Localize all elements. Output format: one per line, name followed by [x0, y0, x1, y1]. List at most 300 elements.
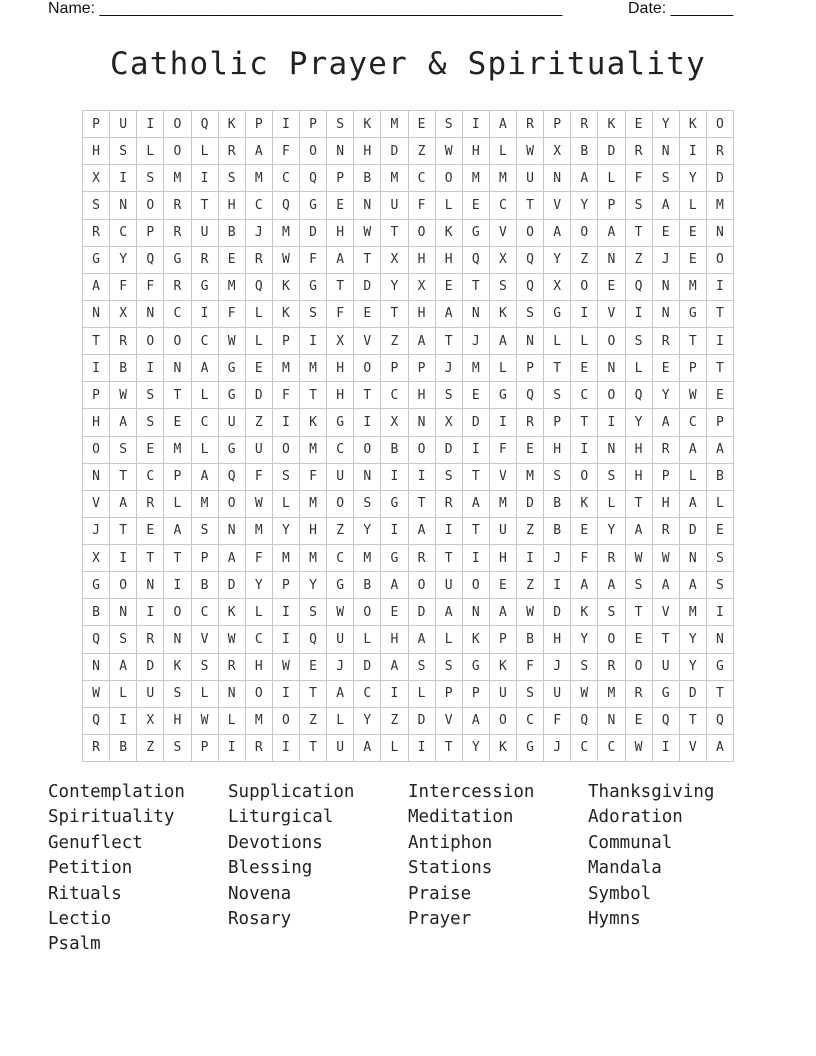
grid-cell[interactable]: T: [435, 328, 462, 355]
grid-cell[interactable]: S: [598, 463, 625, 490]
grid-cell[interactable]: E: [137, 436, 164, 463]
grid-cell[interactable]: Z: [245, 409, 272, 436]
grid-cell[interactable]: R: [164, 273, 191, 300]
grid-cell[interactable]: O: [137, 328, 164, 355]
grid-cell[interactable]: Y: [272, 517, 299, 544]
grid-cell[interactable]: K: [218, 111, 245, 138]
grid-cell[interactable]: M: [245, 517, 272, 544]
grid-cell[interactable]: A: [110, 653, 137, 680]
grid-cell[interactable]: E: [625, 111, 652, 138]
grid-cell[interactable]: E: [517, 436, 544, 463]
grid-cell[interactable]: I: [679, 138, 706, 165]
grid-cell[interactable]: R: [625, 138, 652, 165]
grid-cell[interactable]: W: [272, 246, 299, 273]
grid-cell[interactable]: A: [191, 463, 218, 490]
grid-cell[interactable]: L: [598, 165, 625, 192]
grid-cell[interactable]: V: [652, 599, 679, 626]
grid-cell[interactable]: A: [489, 328, 516, 355]
grid-cell[interactable]: D: [354, 653, 381, 680]
grid-cell[interactable]: R: [137, 490, 164, 517]
grid-cell[interactable]: I: [706, 599, 733, 626]
grid-cell[interactable]: Q: [300, 165, 327, 192]
grid-cell[interactable]: I: [191, 300, 218, 327]
grid-cell[interactable]: W: [517, 599, 544, 626]
grid-cell[interactable]: H: [327, 219, 354, 246]
grid-cell[interactable]: C: [327, 436, 354, 463]
grid-cell[interactable]: I: [598, 409, 625, 436]
grid-cell[interactable]: S: [272, 463, 299, 490]
grid-cell[interactable]: G: [164, 246, 191, 273]
grid-cell[interactable]: N: [706, 626, 733, 653]
grid-cell[interactable]: F: [300, 246, 327, 273]
grid-cell[interactable]: G: [218, 355, 245, 382]
grid-cell[interactable]: I: [408, 734, 435, 761]
grid-cell[interactable]: L: [598, 490, 625, 517]
grid-cell[interactable]: C: [245, 192, 272, 219]
grid-cell[interactable]: S: [137, 165, 164, 192]
grid-cell[interactable]: N: [598, 246, 625, 273]
grid-cell[interactable]: N: [652, 300, 679, 327]
grid-cell[interactable]: U: [245, 436, 272, 463]
grid-cell[interactable]: T: [381, 219, 408, 246]
grid-cell[interactable]: E: [327, 192, 354, 219]
grid-cell[interactable]: A: [571, 572, 598, 599]
grid-cell[interactable]: T: [544, 355, 571, 382]
grid-cell[interactable]: G: [462, 219, 489, 246]
grid-cell[interactable]: A: [598, 219, 625, 246]
grid-cell[interactable]: S: [435, 653, 462, 680]
grid-cell[interactable]: M: [679, 273, 706, 300]
grid-cell[interactable]: J: [544, 734, 571, 761]
grid-cell[interactable]: N: [83, 300, 110, 327]
grid-cell[interactable]: E: [489, 572, 516, 599]
grid-cell[interactable]: O: [83, 436, 110, 463]
grid-cell[interactable]: W: [272, 653, 299, 680]
grid-cell[interactable]: L: [706, 490, 733, 517]
grid-cell[interactable]: Y: [354, 707, 381, 734]
grid-cell[interactable]: M: [381, 165, 408, 192]
grid-cell[interactable]: H: [408, 300, 435, 327]
grid-cell[interactable]: S: [517, 680, 544, 707]
grid-cell[interactable]: X: [544, 138, 571, 165]
grid-cell[interactable]: I: [300, 328, 327, 355]
grid-cell[interactable]: R: [706, 138, 733, 165]
grid-cell[interactable]: M: [354, 545, 381, 572]
grid-cell[interactable]: I: [137, 355, 164, 382]
grid-cell[interactable]: Z: [327, 517, 354, 544]
grid-cell[interactable]: N: [354, 463, 381, 490]
grid-cell[interactable]: D: [300, 219, 327, 246]
grid-cell[interactable]: A: [327, 246, 354, 273]
grid-cell[interactable]: O: [571, 219, 598, 246]
grid-cell[interactable]: I: [191, 165, 218, 192]
grid-cell[interactable]: F: [571, 545, 598, 572]
grid-cell[interactable]: I: [83, 355, 110, 382]
grid-cell[interactable]: P: [489, 626, 516, 653]
grid-cell[interactable]: J: [435, 355, 462, 382]
grid-cell[interactable]: G: [218, 382, 245, 409]
grid-cell[interactable]: F: [272, 138, 299, 165]
grid-cell[interactable]: Y: [571, 626, 598, 653]
grid-cell[interactable]: I: [462, 111, 489, 138]
grid-cell[interactable]: O: [354, 599, 381, 626]
grid-cell[interactable]: N: [137, 572, 164, 599]
grid-cell[interactable]: A: [381, 653, 408, 680]
grid-cell[interactable]: E: [354, 300, 381, 327]
grid-cell[interactable]: C: [272, 165, 299, 192]
grid-cell[interactable]: D: [706, 165, 733, 192]
grid-cell[interactable]: L: [245, 300, 272, 327]
grid-cell[interactable]: Z: [300, 707, 327, 734]
grid-cell[interactable]: S: [327, 111, 354, 138]
grid-cell[interactable]: P: [544, 409, 571, 436]
grid-cell[interactable]: T: [354, 246, 381, 273]
grid-cell[interactable]: X: [544, 273, 571, 300]
grid-cell[interactable]: E: [679, 246, 706, 273]
grid-cell[interactable]: O: [598, 328, 625, 355]
grid-cell[interactable]: E: [571, 355, 598, 382]
grid-cell[interactable]: T: [381, 300, 408, 327]
grid-cell[interactable]: Q: [571, 707, 598, 734]
grid-cell[interactable]: N: [598, 355, 625, 382]
grid-cell[interactable]: S: [408, 653, 435, 680]
grid-cell[interactable]: P: [706, 409, 733, 436]
grid-cell[interactable]: T: [625, 219, 652, 246]
grid-cell[interactable]: T: [517, 192, 544, 219]
grid-cell[interactable]: I: [272, 599, 299, 626]
grid-cell[interactable]: K: [489, 734, 516, 761]
grid-cell[interactable]: L: [625, 355, 652, 382]
grid-cell[interactable]: U: [327, 463, 354, 490]
grid-cell[interactable]: K: [300, 409, 327, 436]
grid-cell[interactable]: I: [652, 734, 679, 761]
grid-cell[interactable]: C: [571, 382, 598, 409]
grid-cell[interactable]: L: [327, 707, 354, 734]
grid-cell[interactable]: N: [83, 463, 110, 490]
grid-cell[interactable]: S: [83, 192, 110, 219]
grid-cell[interactable]: R: [245, 246, 272, 273]
grid-cell[interactable]: T: [706, 680, 733, 707]
grid-cell[interactable]: S: [598, 599, 625, 626]
grid-cell[interactable]: K: [679, 111, 706, 138]
grid-cell[interactable]: P: [598, 192, 625, 219]
grid-cell[interactable]: A: [435, 300, 462, 327]
grid-cell[interactable]: D: [435, 436, 462, 463]
grid-cell[interactable]: D: [245, 382, 272, 409]
grid-cell[interactable]: V: [354, 328, 381, 355]
grid-cell[interactable]: T: [706, 300, 733, 327]
grid-cell[interactable]: R: [652, 328, 679, 355]
grid-cell[interactable]: V: [679, 734, 706, 761]
grid-cell[interactable]: S: [544, 382, 571, 409]
grid-cell[interactable]: T: [408, 490, 435, 517]
grid-cell[interactable]: U: [381, 192, 408, 219]
grid-cell[interactable]: S: [489, 273, 516, 300]
grid-cell[interactable]: O: [327, 490, 354, 517]
grid-cell[interactable]: M: [272, 545, 299, 572]
grid-cell[interactable]: D: [517, 490, 544, 517]
grid-cell[interactable]: A: [245, 138, 272, 165]
grid-cell[interactable]: E: [625, 707, 652, 734]
grid-cell[interactable]: S: [706, 545, 733, 572]
grid-cell[interactable]: E: [706, 517, 733, 544]
grid-cell[interactable]: O: [408, 219, 435, 246]
grid-cell[interactable]: J: [652, 246, 679, 273]
grid-cell[interactable]: Q: [462, 246, 489, 273]
grid-cell[interactable]: H: [544, 626, 571, 653]
grid-cell[interactable]: V: [435, 707, 462, 734]
grid-cell[interactable]: S: [137, 409, 164, 436]
grid-cell[interactable]: F: [517, 653, 544, 680]
grid-cell[interactable]: Y: [598, 517, 625, 544]
grid-cell[interactable]: G: [544, 300, 571, 327]
grid-cell[interactable]: H: [245, 653, 272, 680]
grid-cell[interactable]: T: [327, 273, 354, 300]
grid-cell[interactable]: H: [300, 517, 327, 544]
grid-cell[interactable]: P: [245, 111, 272, 138]
grid-cell[interactable]: N: [652, 138, 679, 165]
grid-cell[interactable]: K: [462, 626, 489, 653]
grid-cell[interactable]: J: [245, 219, 272, 246]
grid-cell[interactable]: R: [218, 653, 245, 680]
grid-cell[interactable]: M: [517, 463, 544, 490]
grid-cell[interactable]: W: [191, 707, 218, 734]
grid-cell[interactable]: M: [489, 490, 516, 517]
grid-cell[interactable]: S: [164, 680, 191, 707]
grid-cell[interactable]: I: [706, 328, 733, 355]
grid-cell[interactable]: S: [110, 138, 137, 165]
grid-cell[interactable]: U: [652, 653, 679, 680]
grid-cell[interactable]: O: [218, 490, 245, 517]
grid-cell[interactable]: S: [625, 572, 652, 599]
grid-cell[interactable]: N: [354, 192, 381, 219]
grid-cell[interactable]: P: [652, 463, 679, 490]
grid-cell[interactable]: N: [598, 707, 625, 734]
grid-cell[interactable]: T: [435, 545, 462, 572]
grid-cell[interactable]: Q: [625, 273, 652, 300]
grid-cell[interactable]: R: [83, 219, 110, 246]
grid-cell[interactable]: K: [164, 653, 191, 680]
grid-cell[interactable]: P: [435, 680, 462, 707]
grid-cell[interactable]: N: [110, 192, 137, 219]
grid-cell[interactable]: R: [598, 653, 625, 680]
grid-cell[interactable]: O: [517, 219, 544, 246]
grid-cell[interactable]: K: [598, 111, 625, 138]
grid-cell[interactable]: I: [462, 436, 489, 463]
grid-cell[interactable]: D: [218, 572, 245, 599]
grid-cell[interactable]: I: [272, 111, 299, 138]
grid-cell[interactable]: J: [83, 517, 110, 544]
grid-cell[interactable]: I: [381, 517, 408, 544]
grid-cell[interactable]: E: [598, 273, 625, 300]
grid-cell[interactable]: I: [381, 463, 408, 490]
grid-cell[interactable]: E: [164, 409, 191, 436]
grid-cell[interactable]: M: [381, 111, 408, 138]
grid-cell[interactable]: L: [354, 626, 381, 653]
grid-cell[interactable]: T: [164, 382, 191, 409]
grid-cell[interactable]: O: [462, 572, 489, 599]
grid-cell[interactable]: W: [218, 328, 245, 355]
grid-cell[interactable]: E: [408, 111, 435, 138]
grid-cell[interactable]: E: [571, 517, 598, 544]
grid-cell[interactable]: U: [489, 517, 516, 544]
grid-cell[interactable]: Q: [517, 382, 544, 409]
grid-cell[interactable]: J: [544, 653, 571, 680]
grid-cell[interactable]: R: [164, 219, 191, 246]
grid-cell[interactable]: F: [110, 273, 137, 300]
grid-cell[interactable]: T: [462, 463, 489, 490]
grid-cell[interactable]: I: [571, 300, 598, 327]
grid-cell[interactable]: Z: [137, 734, 164, 761]
grid-cell[interactable]: A: [354, 734, 381, 761]
grid-cell[interactable]: F: [218, 300, 245, 327]
grid-cell[interactable]: T: [110, 463, 137, 490]
grid-cell[interactable]: M: [462, 165, 489, 192]
grid-cell[interactable]: S: [191, 653, 218, 680]
grid-cell[interactable]: L: [272, 490, 299, 517]
grid-cell[interactable]: T: [706, 355, 733, 382]
grid-cell[interactable]: Q: [517, 273, 544, 300]
grid-cell[interactable]: H: [652, 490, 679, 517]
grid-cell[interactable]: A: [462, 707, 489, 734]
grid-cell[interactable]: S: [625, 192, 652, 219]
grid-cell[interactable]: F: [272, 382, 299, 409]
grid-cell[interactable]: E: [137, 517, 164, 544]
grid-cell[interactable]: T: [164, 545, 191, 572]
grid-cell[interactable]: L: [435, 626, 462, 653]
grid-cell[interactable]: C: [489, 192, 516, 219]
grid-cell[interactable]: M: [245, 165, 272, 192]
grid-cell[interactable]: A: [679, 490, 706, 517]
grid-cell[interactable]: W: [245, 490, 272, 517]
grid-cell[interactable]: L: [245, 328, 272, 355]
grid-cell[interactable]: S: [164, 734, 191, 761]
grid-cell[interactable]: Y: [679, 653, 706, 680]
grid-cell[interactable]: X: [110, 300, 137, 327]
grid-cell[interactable]: S: [300, 300, 327, 327]
grid-cell[interactable]: A: [408, 517, 435, 544]
grid-cell[interactable]: P: [191, 545, 218, 572]
grid-cell[interactable]: Q: [83, 626, 110, 653]
grid-cell[interactable]: W: [354, 219, 381, 246]
grid-cell[interactable]: Q: [300, 626, 327, 653]
grid-cell[interactable]: I: [272, 680, 299, 707]
grid-cell[interactable]: W: [652, 545, 679, 572]
grid-cell[interactable]: A: [652, 572, 679, 599]
grid-cell[interactable]: R: [625, 680, 652, 707]
grid-cell[interactable]: U: [544, 680, 571, 707]
grid-cell[interactable]: M: [164, 436, 191, 463]
grid-cell[interactable]: R: [517, 111, 544, 138]
grid-cell[interactable]: P: [462, 680, 489, 707]
grid-cell[interactable]: K: [571, 599, 598, 626]
grid-cell[interactable]: L: [245, 599, 272, 626]
grid-cell[interactable]: C: [354, 680, 381, 707]
grid-cell[interactable]: A: [679, 572, 706, 599]
grid-cell[interactable]: O: [408, 572, 435, 599]
grid-cell[interactable]: T: [191, 192, 218, 219]
grid-cell[interactable]: W: [679, 382, 706, 409]
grid-cell[interactable]: C: [327, 545, 354, 572]
grid-cell[interactable]: B: [218, 219, 245, 246]
grid-cell[interactable]: E: [625, 626, 652, 653]
grid-cell[interactable]: O: [164, 111, 191, 138]
grid-cell[interactable]: D: [408, 707, 435, 734]
grid-cell[interactable]: Z: [408, 138, 435, 165]
grid-cell[interactable]: G: [679, 300, 706, 327]
grid-cell[interactable]: D: [679, 517, 706, 544]
grid-cell[interactable]: C: [137, 463, 164, 490]
grid-cell[interactable]: N: [462, 599, 489, 626]
grid-cell[interactable]: F: [625, 165, 652, 192]
grid-cell[interactable]: F: [544, 707, 571, 734]
grid-cell[interactable]: D: [679, 680, 706, 707]
grid-cell[interactable]: K: [218, 599, 245, 626]
grid-cell[interactable]: L: [679, 192, 706, 219]
grid-cell[interactable]: H: [435, 246, 462, 273]
grid-cell[interactable]: G: [327, 409, 354, 436]
grid-cell[interactable]: U: [327, 626, 354, 653]
grid-cell[interactable]: G: [83, 246, 110, 273]
grid-cell[interactable]: B: [354, 165, 381, 192]
grid-cell[interactable]: E: [462, 382, 489, 409]
grid-cell[interactable]: Q: [272, 192, 299, 219]
grid-cell[interactable]: O: [598, 626, 625, 653]
grid-cell[interactable]: X: [83, 165, 110, 192]
grid-cell[interactable]: H: [83, 409, 110, 436]
grid-cell[interactable]: O: [625, 653, 652, 680]
grid-cell[interactable]: Q: [218, 463, 245, 490]
grid-cell[interactable]: R: [218, 138, 245, 165]
grid-cell[interactable]: V: [83, 490, 110, 517]
grid-cell[interactable]: X: [381, 246, 408, 273]
grid-cell[interactable]: Y: [571, 192, 598, 219]
grid-cell[interactable]: Z: [625, 246, 652, 273]
grid-cell[interactable]: A: [652, 409, 679, 436]
grid-cell[interactable]: T: [462, 517, 489, 544]
grid-cell[interactable]: Q: [137, 246, 164, 273]
grid-cell[interactable]: K: [489, 300, 516, 327]
grid-cell[interactable]: X: [435, 409, 462, 436]
grid-cell[interactable]: T: [83, 328, 110, 355]
grid-cell[interactable]: N: [517, 328, 544, 355]
grid-cell[interactable]: S: [110, 436, 137, 463]
grid-cell[interactable]: M: [462, 355, 489, 382]
grid-cell[interactable]: X: [83, 545, 110, 572]
grid-cell[interactable]: L: [191, 382, 218, 409]
grid-cell[interactable]: Y: [679, 626, 706, 653]
grid-cell[interactable]: P: [381, 355, 408, 382]
grid-cell[interactable]: K: [272, 273, 299, 300]
grid-cell[interactable]: P: [137, 219, 164, 246]
grid-cell[interactable]: O: [571, 273, 598, 300]
grid-cell[interactable]: G: [83, 572, 110, 599]
grid-cell[interactable]: E: [462, 192, 489, 219]
grid-cell[interactable]: B: [517, 626, 544, 653]
grid-cell[interactable]: M: [272, 355, 299, 382]
grid-cell[interactable]: I: [218, 734, 245, 761]
grid-cell[interactable]: L: [110, 680, 137, 707]
grid-cell[interactable]: U: [435, 572, 462, 599]
grid-cell[interactable]: B: [544, 490, 571, 517]
grid-cell[interactable]: L: [489, 138, 516, 165]
grid-cell[interactable]: S: [300, 599, 327, 626]
grid-cell[interactable]: E: [300, 653, 327, 680]
grid-cell[interactable]: A: [462, 490, 489, 517]
grid-cell[interactable]: L: [191, 138, 218, 165]
grid-cell[interactable]: D: [598, 138, 625, 165]
grid-cell[interactable]: A: [381, 572, 408, 599]
